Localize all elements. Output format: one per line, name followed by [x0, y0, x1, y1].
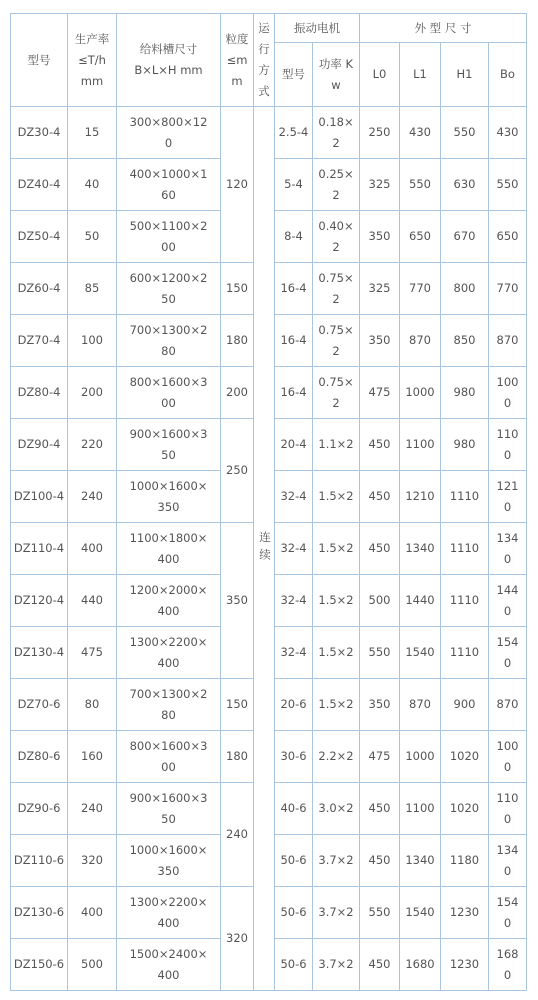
capacity-cell: 100 — [68, 315, 117, 367]
motor-power-cell-line: 1.1×2 — [318, 437, 354, 451]
trough-size-cell — [117, 523, 221, 575]
Bo-cell-line: 0 — [503, 863, 512, 878]
spec-table-body — [11, 107, 527, 991]
Bo-cell-line: 870 — [496, 333, 519, 347]
trough-size-cell-line: 0 — [164, 135, 173, 150]
trough-size-cell-line: 400×1000×1 — [129, 166, 208, 181]
granularity-cell: 350 — [221, 523, 254, 679]
motor-power-cell-line: 0.40× — [318, 218, 354, 233]
trough-size-cell-line: 1200×2000× — [129, 582, 208, 597]
trough-size-cell — [117, 939, 221, 991]
trough-size-cell — [117, 471, 221, 523]
trough-size-cell-line: 1300×2200× — [129, 894, 208, 909]
header-granularity: 粒度 ≤m m — [221, 14, 254, 107]
motor-power-cell — [313, 939, 360, 991]
model-cell: DZ30-4 — [11, 107, 68, 159]
L0-cell: 450 — [360, 939, 400, 991]
Bo-cell-line: 870 — [496, 697, 519, 711]
header-capacity: 生产率 ≤T/h mm — [68, 14, 117, 107]
H1-cell: 1230 — [441, 939, 489, 991]
L1-cell: 870 — [400, 315, 441, 367]
Bo-cell-line: 0 — [503, 759, 512, 774]
granularity-cell: 150 — [221, 679, 254, 731]
Bo-cell — [489, 783, 527, 835]
L1-cell: 770 — [400, 263, 441, 315]
model-cell: DZ130-4 — [11, 627, 68, 679]
capacity-cell: 50 — [68, 211, 117, 263]
granularity-cell: 240 — [221, 783, 254, 887]
Bo-cell-line: 168 — [496, 946, 519, 961]
motor-model-cell: 2.5-4 — [275, 107, 313, 159]
L0-cell: 450 — [360, 783, 400, 835]
model-cell: DZ70-6 — [11, 679, 68, 731]
L1-cell: 550 — [400, 159, 441, 211]
trough-size-cell-line: 00 — [161, 759, 176, 774]
H1-cell: 980 — [441, 419, 489, 471]
L1-cell: 1000 — [400, 367, 441, 419]
L1-cell: 1540 — [400, 627, 441, 679]
trough-size-cell-line: 400 — [157, 915, 180, 930]
motor-power-cell-line: 0.18× — [318, 114, 354, 129]
motor-model-cell: 16-4 — [275, 367, 313, 419]
Bo-cell — [489, 679, 527, 731]
motor-power-cell — [313, 471, 360, 523]
L1-cell: 870 — [400, 679, 441, 731]
Bo-cell-line: 0 — [503, 447, 512, 462]
L0-cell: 350 — [360, 315, 400, 367]
Bo-cell — [489, 159, 527, 211]
Bo-cell — [489, 211, 527, 263]
granularity-cell: 150 — [221, 263, 254, 315]
Bo-cell — [489, 575, 527, 627]
L0-cell: 450 — [360, 835, 400, 887]
H1-cell: 1110 — [441, 627, 489, 679]
Bo-cell-line: 0 — [503, 811, 512, 826]
header-dimensions: 外 型 尺 寸 — [360, 14, 527, 43]
model-cell: DZ150-6 — [11, 939, 68, 991]
motor-power-cell-line: 0.25× — [318, 166, 354, 181]
Bo-cell — [489, 315, 527, 367]
motor-model-cell: 32-4 — [275, 471, 313, 523]
motor-power-cell-line: 2 — [332, 239, 340, 254]
L0-cell: 250 — [360, 107, 400, 159]
trough-size-cell — [117, 159, 221, 211]
trough-size-cell-line: 50 — [161, 291, 176, 306]
motor-power-cell — [313, 419, 360, 471]
trough-size-cell — [117, 367, 221, 419]
trough-size-cell — [117, 679, 221, 731]
H1-cell: 1020 — [441, 731, 489, 783]
capacity-cell: 400 — [68, 887, 117, 939]
motor-power-cell — [313, 627, 360, 679]
L0-cell: 450 — [360, 523, 400, 575]
Bo-cell — [489, 731, 527, 783]
L1-cell: 1540 — [400, 887, 441, 939]
capacity-cell: 40 — [68, 159, 117, 211]
trough-size-cell-line: 350 — [157, 863, 180, 878]
L0-cell: 350 — [360, 211, 400, 263]
Bo-cell-line: 121 — [496, 478, 519, 493]
Bo-cell — [489, 627, 527, 679]
header-H1: H1 — [441, 43, 489, 107]
L1-cell: 430 — [400, 107, 441, 159]
trough-size-cell-line: 900×1600×3 — [129, 426, 208, 441]
L0-cell: 550 — [360, 887, 400, 939]
granularity-cell: 200 — [221, 367, 254, 419]
Bo-cell-line: 550 — [496, 177, 519, 191]
capacity-cell: 475 — [68, 627, 117, 679]
Bo-cell-line: 0 — [503, 967, 512, 982]
Bo-cell-line: 0 — [503, 395, 512, 410]
model-cell: DZ110-6 — [11, 835, 68, 887]
header-operation-mode: 运 行 方 式 — [254, 14, 275, 107]
Bo-cell-line: 154 — [496, 894, 519, 909]
L1-cell: 1340 — [400, 523, 441, 575]
motor-power-cell-line: 2 — [332, 135, 340, 150]
H1-cell: 630 — [441, 159, 489, 211]
Bo-cell — [489, 471, 527, 523]
L0-cell: 325 — [360, 159, 400, 211]
trough-size-cell-line: 350 — [157, 499, 180, 514]
H1-cell: 980 — [441, 367, 489, 419]
L0-cell: 450 — [360, 471, 400, 523]
granularity-cell: 180 — [221, 731, 254, 783]
H1-cell: 850 — [441, 315, 489, 367]
operation-mode-cell — [254, 107, 275, 991]
motor-power-cell — [313, 731, 360, 783]
Bo-cell-line: 430 — [496, 125, 519, 139]
trough-size-cell — [117, 211, 221, 263]
Bo-cell-line: 0 — [503, 915, 512, 930]
model-cell: DZ70-4 — [11, 315, 68, 367]
Bo-cell-line: 0 — [503, 603, 512, 618]
H1-cell: 670 — [441, 211, 489, 263]
header-motor-power: 功率 K w — [313, 43, 360, 107]
capacity-cell: 200 — [68, 367, 117, 419]
capacity-cell: 320 — [68, 835, 117, 887]
model-cell: DZ40-4 — [11, 159, 68, 211]
motor-power-cell — [313, 835, 360, 887]
capacity-cell: 240 — [68, 783, 117, 835]
model-cell: DZ80-6 — [11, 731, 68, 783]
model-cell: DZ90-6 — [11, 783, 68, 835]
motor-power-cell — [313, 575, 360, 627]
motor-power-cell-line: 2 — [332, 291, 340, 306]
motor-power-cell — [313, 887, 360, 939]
motor-power-cell-line: 0.75× — [318, 322, 354, 337]
trough-size-cell-line: 400 — [157, 603, 180, 618]
header-Bo: Bo — [489, 43, 527, 107]
model-cell: DZ90-4 — [11, 419, 68, 471]
L1-cell: 1340 — [400, 835, 441, 887]
header-vibration-motor: 振动电机 — [275, 14, 360, 43]
trough-size-cell-line: 500×1100×2 — [129, 218, 208, 233]
header-L0: L0 — [360, 43, 400, 107]
header-model: 型号 — [11, 14, 68, 107]
trough-size-cell — [117, 627, 221, 679]
trough-size-cell-line: 00 — [161, 395, 176, 410]
motor-power-cell-line: 0.75× — [318, 270, 354, 285]
trough-size-cell-line: 400 — [157, 551, 180, 566]
capacity-cell: 85 — [68, 263, 117, 315]
Bo-cell — [489, 835, 527, 887]
trough-size-cell-line: 400 — [157, 655, 180, 670]
Bo-cell-line: 110 — [496, 426, 519, 441]
L1-cell: 1100 — [400, 419, 441, 471]
trough-size-cell-line: 50 — [161, 811, 176, 826]
motor-power-cell — [313, 263, 360, 315]
motor-power-cell-line: 2.2×2 — [318, 749, 354, 763]
motor-power-cell-line: 1.5×2 — [318, 697, 354, 711]
trough-size-cell-line: 800×1600×3 — [129, 374, 208, 389]
trough-size-cell-line: 600×1200×2 — [129, 270, 208, 285]
Bo-cell — [489, 367, 527, 419]
motor-power-cell-line: 3.7×2 — [318, 957, 354, 971]
H1-cell: 1020 — [441, 783, 489, 835]
trough-size-cell — [117, 315, 221, 367]
capacity-cell: 160 — [68, 731, 117, 783]
granularity-cell: 250 — [221, 419, 254, 523]
motor-model-cell: 50-6 — [275, 887, 313, 939]
trough-size-cell — [117, 783, 221, 835]
motor-power-cell — [313, 783, 360, 835]
motor-power-cell — [313, 159, 360, 211]
capacity-cell: 440 — [68, 575, 117, 627]
capacity-cell: 80 — [68, 679, 117, 731]
motor-model-cell: 32-4 — [275, 575, 313, 627]
L0-cell: 350 — [360, 679, 400, 731]
trough-size-cell-line: 1300×2200× — [129, 634, 208, 649]
H1-cell: 1110 — [441, 523, 489, 575]
trough-size-cell-line: 900×1600×3 — [129, 790, 208, 805]
motor-model-cell: 30-6 — [275, 731, 313, 783]
L1-cell: 1000 — [400, 731, 441, 783]
Bo-cell — [489, 523, 527, 575]
motor-power-cell-line: 2 — [332, 395, 340, 410]
trough-size-cell — [117, 575, 221, 627]
table-row — [11, 107, 527, 159]
H1-cell: 1230 — [441, 887, 489, 939]
H1-cell: 1110 — [441, 471, 489, 523]
Bo-cell-line: 134 — [496, 842, 519, 857]
motor-power-cell — [313, 367, 360, 419]
header-L1: L1 — [400, 43, 441, 107]
trough-size-cell-line: 60 — [161, 187, 176, 202]
L1-cell: 1210 — [400, 471, 441, 523]
motor-power-cell-line: 1.5×2 — [318, 593, 354, 607]
Bo-cell-line: 650 — [496, 229, 519, 243]
Bo-cell-line: 0 — [503, 499, 512, 514]
capacity-cell: 15 — [68, 107, 117, 159]
trough-size-cell — [117, 731, 221, 783]
Bo-cell-line: 100 — [496, 374, 519, 389]
motor-model-cell: 40-6 — [275, 783, 313, 835]
motor-power-cell — [313, 107, 360, 159]
L0-cell: 475 — [360, 731, 400, 783]
Bo-cell — [489, 887, 527, 939]
model-cell: DZ80-4 — [11, 367, 68, 419]
motor-power-cell-line: 3.7×2 — [318, 905, 354, 919]
motor-power-cell-line: 2 — [332, 187, 340, 202]
trough-size-cell — [117, 263, 221, 315]
Bo-cell-line: 144 — [496, 582, 519, 597]
L1-cell: 1100 — [400, 783, 441, 835]
trough-size-cell — [117, 835, 221, 887]
trough-size-cell-line: 300×800×12 — [129, 114, 208, 129]
trough-size-cell-line: 1100×1800× — [129, 530, 208, 545]
Bo-cell-line: 154 — [496, 634, 519, 649]
header-motor-model: 型号 — [275, 43, 313, 107]
trough-size-cell-line: 80 — [161, 707, 176, 722]
capacity-cell: 500 — [68, 939, 117, 991]
capacity-cell: 240 — [68, 471, 117, 523]
trough-size-cell-line: 800×1600×3 — [129, 738, 208, 753]
Bo-cell — [489, 419, 527, 471]
trough-size-cell-line: 80 — [161, 343, 176, 358]
operation-mode-text: 连续 — [258, 531, 272, 566]
H1-cell: 550 — [441, 107, 489, 159]
motor-model-cell: 16-4 — [275, 263, 313, 315]
model-cell: DZ130-6 — [11, 887, 68, 939]
L1-cell: 1680 — [400, 939, 441, 991]
Bo-cell-line: 770 — [496, 281, 519, 295]
model-cell: DZ100-4 — [11, 471, 68, 523]
trough-size-cell-line: 700×1300×2 — [129, 322, 208, 337]
motor-power-cell — [313, 211, 360, 263]
motor-model-cell: 32-4 — [275, 627, 313, 679]
motor-power-cell — [313, 315, 360, 367]
H1-cell: 800 — [441, 263, 489, 315]
capacity-cell: 220 — [68, 419, 117, 471]
Bo-cell-line: 0 — [503, 551, 512, 566]
L0-cell: 500 — [360, 575, 400, 627]
H1-cell: 900 — [441, 679, 489, 731]
model-cell: DZ110-4 — [11, 523, 68, 575]
motor-power-cell-line: 1.5×2 — [318, 541, 354, 555]
Bo-cell — [489, 263, 527, 315]
trough-size-cell-line: 1500×2400× — [129, 946, 208, 961]
motor-power-cell — [313, 679, 360, 731]
model-cell: DZ60-4 — [11, 263, 68, 315]
motor-model-cell: 50-6 — [275, 939, 313, 991]
trough-size-cell-line: 400 — [157, 967, 180, 982]
motor-model-cell: 20-4 — [275, 419, 313, 471]
motor-model-cell: 32-4 — [275, 523, 313, 575]
motor-model-cell: 50-6 — [275, 835, 313, 887]
capacity-cell: 400 — [68, 523, 117, 575]
Bo-cell — [489, 939, 527, 991]
L1-cell: 650 — [400, 211, 441, 263]
Bo-cell — [489, 107, 527, 159]
H1-cell: 1180 — [441, 835, 489, 887]
motor-power-cell-line: 2 — [332, 343, 340, 358]
Bo-cell-line: 100 — [496, 738, 519, 753]
granularity-cell: 180 — [221, 315, 254, 367]
spec-table — [10, 13, 527, 991]
trough-size-cell — [117, 419, 221, 471]
Bo-cell-line: 0 — [503, 655, 512, 670]
trough-size-cell — [117, 107, 221, 159]
L0-cell: 475 — [360, 367, 400, 419]
motor-power-cell-line: 3.0×2 — [318, 801, 354, 815]
motor-model-cell: 5-4 — [275, 159, 313, 211]
granularity-cell: 320 — [221, 887, 254, 991]
model-cell: DZ50-4 — [11, 211, 68, 263]
trough-size-cell — [117, 887, 221, 939]
Bo-cell-line: 110 — [496, 790, 519, 805]
model-cell: DZ120-4 — [11, 575, 68, 627]
L0-cell: 550 — [360, 627, 400, 679]
header-trough-size: 给料槽尺寸 B×L×H mm — [117, 14, 221, 107]
L1-cell: 1440 — [400, 575, 441, 627]
L0-cell: 325 — [360, 263, 400, 315]
trough-size-cell-line: 50 — [161, 447, 176, 462]
granularity-cell: 120 — [221, 107, 254, 263]
motor-power-cell-line: 3.7×2 — [318, 853, 354, 867]
H1-cell: 1110 — [441, 575, 489, 627]
L0-cell: 450 — [360, 419, 400, 471]
trough-size-cell-line: 00 — [161, 239, 176, 254]
trough-size-cell-line: 1000×1600× — [129, 842, 208, 857]
trough-size-cell-line: 1000×1600× — [129, 478, 208, 493]
motor-model-cell: 20-6 — [275, 679, 313, 731]
Bo-cell-line: 134 — [496, 530, 519, 545]
motor-power-cell-line: 1.5×2 — [318, 645, 354, 659]
trough-size-cell-line: 700×1300×2 — [129, 686, 208, 701]
motor-power-cell — [313, 523, 360, 575]
motor-model-cell: 16-4 — [275, 315, 313, 367]
motor-power-cell-line: 1.5×2 — [318, 489, 354, 503]
motor-model-cell: 8-4 — [275, 211, 313, 263]
motor-power-cell-line: 0.75× — [318, 374, 354, 389]
